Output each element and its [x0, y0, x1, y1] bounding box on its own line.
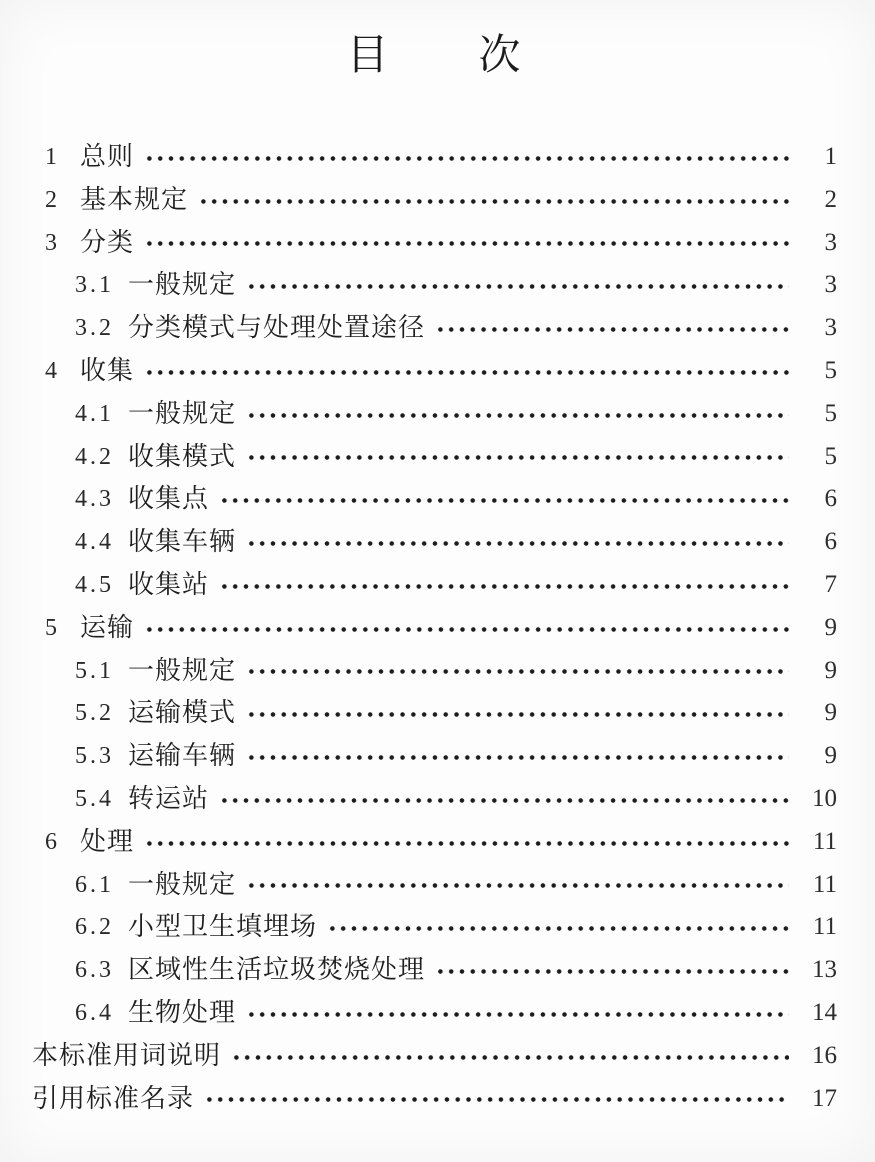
toc-entry — [32, 949, 837, 992]
entry-page: 2 — [824, 185, 837, 213]
entry-page: 9 — [824, 613, 837, 641]
entry-number: 3 — [45, 229, 60, 256]
dot-leader — [144, 625, 789, 634]
entry-page: 14 — [812, 998, 837, 1026]
entry-title: 运输模式 — [128, 698, 237, 728]
entry-title: 本标准用词说明 — [32, 1040, 222, 1070]
toc-entry — [32, 478, 837, 521]
entry-number: 6.3 — [75, 957, 114, 984]
entry-number: 4.3 — [75, 486, 114, 513]
page-title: 目 次 — [346, 33, 523, 79]
toc-entry — [32, 992, 837, 1035]
entry-title: 处理 — [80, 826, 135, 856]
dot-leader — [144, 368, 789, 377]
entry-page: 11 — [812, 913, 837, 941]
entry-number: 4 — [45, 357, 60, 384]
entry-number: 3.2 — [75, 315, 114, 342]
dot-leader — [246, 667, 789, 676]
toc-entry — [32, 735, 837, 778]
dot-leader — [219, 582, 789, 591]
dot-leader — [246, 453, 789, 462]
toc-entry — [32, 350, 837, 393]
entry-title: 一般规定 — [128, 270, 237, 300]
toc-entry — [32, 521, 837, 564]
entry-title: 小型卫生填埋场 — [128, 912, 318, 942]
entry-title: 一般规定 — [128, 869, 237, 899]
entry-number: 5 — [45, 614, 60, 641]
entry-number: 6.4 — [75, 999, 114, 1026]
entry-title: 运输车辆 — [128, 741, 237, 771]
dot-leader — [144, 154, 789, 163]
entry-title: 分类 — [80, 227, 135, 257]
entry-title: 引用标准名录 — [32, 1083, 195, 1113]
toc-entry — [32, 607, 837, 650]
toc-entry — [32, 179, 837, 222]
dot-leader — [198, 197, 789, 206]
entry-page: 3 — [824, 314, 837, 342]
entry-page: 7 — [824, 570, 837, 598]
toc-entry — [32, 393, 837, 436]
entry-number: 1 — [45, 144, 60, 170]
entry-number: 4.5 — [75, 571, 114, 598]
entry-number: 2 — [45, 186, 60, 213]
toc-entry — [32, 222, 837, 265]
entry-number: 6 — [45, 828, 60, 855]
entry-page: 11 — [812, 870, 837, 898]
entry-title: 收集站 — [128, 569, 210, 599]
entry-title: 收集 — [80, 355, 135, 385]
entry-title: 生物处理 — [128, 997, 237, 1027]
entry-page: 9 — [824, 742, 837, 770]
dot-leader — [246, 881, 789, 890]
toc-entry — [32, 821, 837, 864]
toc-entry — [32, 564, 837, 607]
entry-page: 5 — [824, 356, 837, 384]
dot-leader — [144, 239, 789, 248]
dot-leader — [219, 796, 789, 805]
entry-title: 一般规定 — [128, 398, 237, 428]
entry-title: 总则 — [80, 142, 135, 171]
entry-page: 5 — [824, 399, 837, 427]
dot-leader — [246, 710, 789, 719]
entry-page: 3 — [824, 271, 837, 299]
toc-entry — [32, 692, 837, 735]
entry-page: 1 — [824, 143, 837, 170]
dot-leader — [219, 496, 789, 505]
entry-number: 5.3 — [75, 743, 114, 770]
dot-leader — [246, 753, 789, 762]
entry-page: 13 — [812, 956, 837, 984]
entry-number: 4.1 — [75, 400, 114, 427]
entry-number: 5.4 — [75, 785, 114, 812]
entry-title: 区域性生活垃圾焚烧处理 — [128, 955, 426, 985]
dot-leader — [435, 325, 789, 334]
toc-entry — [32, 436, 837, 479]
toc-entry — [32, 864, 837, 907]
entry-title: 收集点 — [128, 484, 210, 514]
entry-number: 6.2 — [75, 914, 114, 941]
entry-number: 4.2 — [75, 443, 114, 470]
entry-page: 17 — [812, 1084, 837, 1112]
entry-page: 3 — [824, 228, 837, 256]
entry-page: 16 — [812, 1041, 837, 1069]
toc-entry — [32, 136, 837, 179]
entry-title: 一般规定 — [128, 655, 237, 685]
dot-leader — [204, 1095, 789, 1104]
dot-leader — [246, 539, 789, 548]
toc-list — [32, 136, 837, 1120]
entry-title: 运输 — [80, 612, 135, 642]
entry-page: 5 — [824, 442, 837, 470]
entry-title: 收集车辆 — [128, 527, 237, 557]
toc-entry — [32, 906, 837, 949]
toc-entry — [32, 1078, 837, 1121]
dot-leader — [231, 1053, 789, 1062]
toc-entry — [32, 1035, 837, 1078]
entry-page: 9 — [824, 699, 837, 727]
entry-title: 分类模式与处理处置途径 — [128, 313, 426, 343]
dot-leader — [246, 411, 789, 420]
entry-page: 11 — [812, 827, 837, 855]
entry-title: 收集模式 — [128, 441, 237, 471]
dot-leader — [435, 967, 789, 976]
dot-leader — [327, 924, 789, 933]
entry-title: 转运站 — [128, 783, 210, 813]
dot-leader — [144, 839, 789, 848]
entry-number: 5.2 — [75, 700, 114, 727]
entry-number: 3.1 — [75, 272, 114, 299]
entry-number: 6.1 — [75, 871, 114, 898]
entry-title: 基本规定 — [80, 184, 189, 214]
entry-page: 9 — [824, 656, 837, 684]
toc-entry — [32, 778, 837, 821]
dot-leader — [246, 282, 789, 291]
toc-entry — [32, 264, 837, 307]
entry-page: 6 — [824, 485, 837, 513]
toc-entry — [32, 307, 837, 350]
entry-number: 4.4 — [75, 529, 114, 556]
entry-page: 10 — [812, 784, 837, 812]
dot-leader — [246, 1010, 789, 1019]
entry-number: 5.1 — [75, 657, 114, 684]
toc-entry — [32, 650, 837, 693]
entry-page: 6 — [824, 528, 837, 556]
